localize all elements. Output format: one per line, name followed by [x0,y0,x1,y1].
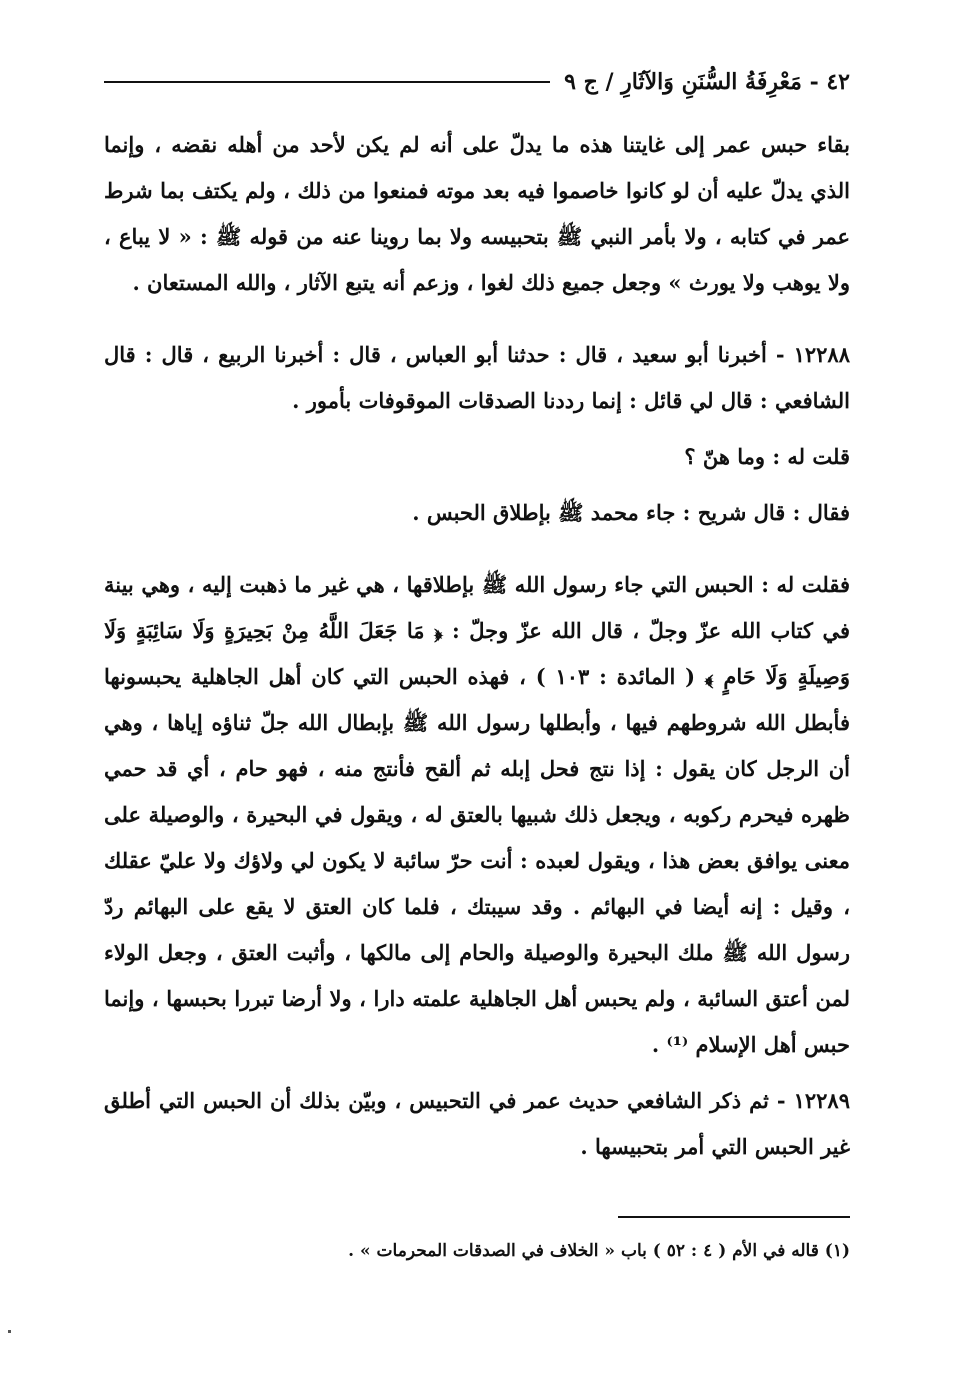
paragraph-5: فقلت له : الحبس التي جاء رسول الله ﷺ بإطلاقها ، هي غير ما ذهبت إليه ، وهي بينة في كتاب الله عزّ وجلّ ، قال الله عزّ وجلّ : ﴿ مَا جَعَلَ اللَّهُ مِنْ بَحِيرَةٍ وَلَا سَائِبَةٍ وَلَا وَصِيلَةٍ وَلَا حَامٍ ﴾ ( المائدة : ١٠٣ ) ، فهذه الحبس التي كان أهل الجاهلية يحبسونها فأبطل الله شروطهم فيها ، وأبطلها رسول الله ﷺ بإبطال الله جلّ ثناؤه إياها ، وهي أن الرجل كان يقول : إذا نتج فحل إبله ثم ألقح فأنتج منه ، فهو حام ، أي قد حمي ظهره فيحرم ركوبه ، ويجعل ذلك شبيها بالعتق له ، ويقول في البحيرة ، والوصيلة على معنى يوافق بعض هذا ، ويقول لعبده : أنت حرّ سائبة لا يكون لي ولاؤك ولا عليّ عقلك ، وقيل : إنه أيضا في البهائم . وقد سيبتك ، فلما كان العتق لا يقع على البهائم ردّ رسول الله ﷺ ملك البحيرة والوصيلة والحام إلى مالكها ، وأثبت العتق ، وجعل الولاء لمن أعتق السائبة ، ولم يحبس أهل الجاهلية علمته دارا ، ولا أرضا تبررا بحبسها ، وإنما حبس أهل الإسلام ⁽¹⁾ . [104,572,850,1057]
running-header [104,62,850,102]
paragraph-1: بقاء حبس عمر إلى غايتنا هذه ما يدلّ على أنه لم يكن لأحد من أهله نقضه ، وإنما الذي يدلّ عليه أن لو كانوا خاصموا فيه بعد موته فمنعوا من ذلك ، ولم يكتف بما شرط عمر في كتابه ، ولا بأمر النبي ﷺ بتحبيسه ولا بما روينا عنه من قوله ﷺ : « لا يباع ، ولا يوهب ولا يورث » وجعل جميع ذلك لغوا ، وزعم أنه يتبع الآثار ، والله المستعان . [104,132,850,295]
footnote: (١) قاله في الأم ( ٤ : ٥٢ ) باب « الخلاف في الصدقات المحرمات » . [348,1241,850,1261]
paragraph-4: فقال : قال شريح : جاء محمد ﷺ بإطلاق الحبس . [412,500,850,525]
header-rule [104,81,550,83]
paragraph-2: ١٢٢٨٨ - أخبرنا أبو سعيد ، قال : حدثنا أبو العباس ، قال : أخبرنا الربيع ، قال : قال الشافعي : قال لي قائل : إنما رددنا الصدقات الموقوفات بأمور . [104,342,850,413]
footnote-separator [618,1216,850,1218]
scan-mark [8,1330,11,1333]
paragraph-3: قلت له : وما هنّ ؟ [684,444,850,469]
main-text [104,122,850,1196]
paragraph-6: ١٢٢٨٩ - ثم ذكر الشافعي حديث عمر في التحبيس ، وبيّن بذلك أن الحبس التي أطلق غير الحبس التي أمر بتحبيسها . [104,1088,850,1159]
running-title: ٤٢ - مَعْرِفَةُ السُّنَنِ وَالآثَارِ / ج ٩ [564,69,850,95]
